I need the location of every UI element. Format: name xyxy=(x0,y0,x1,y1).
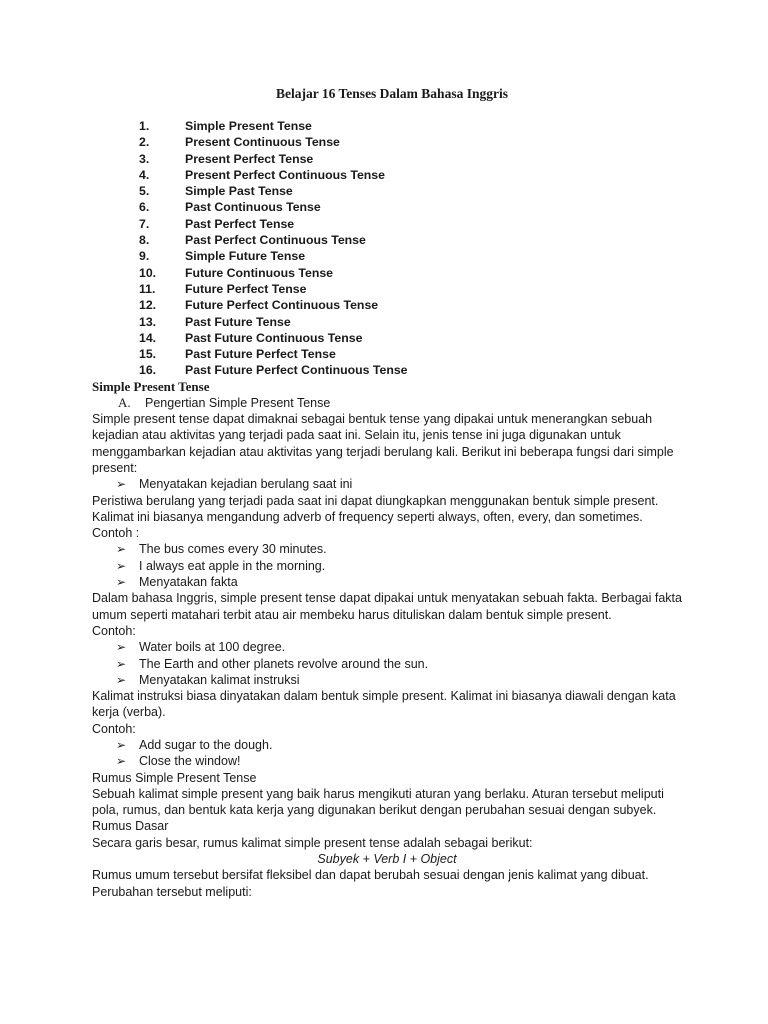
arrow-bullet-icon: ➢ xyxy=(116,737,127,752)
list-item xyxy=(92,346,682,362)
list-item-number: 3. xyxy=(139,151,150,166)
list-item xyxy=(92,297,682,313)
example-label: Contoh : xyxy=(92,526,140,541)
list-item xyxy=(92,248,682,264)
arrow-bullet-icon: ➢ xyxy=(116,477,127,492)
list-item xyxy=(92,265,682,281)
list-item xyxy=(92,639,682,655)
list-item-label: Future Continuous Tense xyxy=(185,265,334,280)
list-item xyxy=(92,753,682,769)
example-text: The Earth and other planets revolve around the sun. xyxy=(139,656,429,671)
example-text: I always eat apple in the morning. xyxy=(139,558,326,573)
list-item-label: Past Continuous Tense xyxy=(185,200,321,215)
list-item-number: 2. xyxy=(139,135,150,150)
list-item xyxy=(92,183,682,199)
example-label: Contoh: xyxy=(92,721,136,736)
function-heading: Menyatakan kalimat instruksi xyxy=(139,672,300,687)
list-item-number: 1. xyxy=(139,119,150,133)
arrow-bullet-icon: ➢ xyxy=(116,575,127,590)
function-heading: Menyatakan fakta xyxy=(139,575,238,590)
formula: Subyek + Verb I + Object xyxy=(317,852,457,867)
list-item xyxy=(92,672,682,688)
document-title: Belajar 16 Tenses Dalam Bahasa Inggris xyxy=(276,86,508,101)
list-item-number: 4. xyxy=(139,167,150,182)
list-item xyxy=(92,737,682,753)
rumus-heading: Rumus Simple Present Tense xyxy=(92,770,257,785)
section-title: Simple Present Tense xyxy=(92,378,210,394)
arrow-bullet-icon: ➢ xyxy=(116,656,127,671)
example-list xyxy=(92,541,682,590)
list-item-number: 13. xyxy=(139,314,157,329)
list-item xyxy=(92,314,682,330)
list-item xyxy=(92,118,682,134)
arrow-bullet-icon: ➢ xyxy=(116,640,127,655)
list-item xyxy=(92,216,682,232)
function-paragraph: Dalam bahasa Inggris, simple present tense dapat dipakai untuk menyatakan sebuah fakta. Berbagai fakta umum seperti matahari terbit atau air membeku harus dituliskan dalam bentuk simple present. xyxy=(92,591,682,622)
example-list xyxy=(92,737,682,770)
list-item-label: Simple Past Tense xyxy=(185,184,293,199)
intro-paragraph: Simple present tense dapat dimaknai sebagai bentuk tense yang dipakai untuk menerangkan sebuah kejadian atau aktivitas yang terjadi pada saat ini. Selain itu, jenis tense ini juga digunakan untuk menggambarkan kejadian atau aktivitas yang terjadi berulang kali. Berikut ini beberapa fungsi dari simple present: xyxy=(92,412,674,475)
list-item xyxy=(92,134,682,150)
list-item-label: Past Future Tense xyxy=(185,314,291,329)
list-item-number: 9. xyxy=(139,249,150,264)
list-item-label: Present Perfect Continuous Tense xyxy=(185,167,385,182)
example-label: Contoh: xyxy=(92,623,136,638)
function-heading-list xyxy=(92,476,682,492)
list-item-label: Simple Present Tense xyxy=(185,119,312,133)
arrow-bullet-icon: ➢ xyxy=(116,558,127,573)
arrow-bullet-icon: ➢ xyxy=(116,754,127,769)
arrow-bullet-icon: ➢ xyxy=(116,672,127,687)
list-item-label: Past Perfect Tense xyxy=(185,216,295,231)
document-page xyxy=(92,84,682,900)
example-text: Water boils at 100 degree. xyxy=(139,640,286,655)
list-item xyxy=(92,574,682,590)
list-item-label: Future Perfect Tense xyxy=(185,281,307,296)
list-item xyxy=(92,151,682,167)
list-item xyxy=(92,232,682,248)
list-item-label: Present Continuous Tense xyxy=(185,135,340,150)
list-item-label: Future Perfect Continuous Tense xyxy=(185,298,379,313)
tenses-list xyxy=(92,118,682,379)
list-item-number: 10. xyxy=(139,265,157,280)
list-item xyxy=(92,656,682,672)
rumus-dasar-paragraph: Secara garis besar, rumus kalimat simple present tense adalah sebagai berikut: xyxy=(92,835,533,850)
example-list xyxy=(92,639,682,688)
list-item-number: 11. xyxy=(139,281,156,296)
list-item xyxy=(92,330,682,346)
list-item-number: 16. xyxy=(139,363,157,378)
list-item-label: Present Perfect Tense xyxy=(185,151,314,166)
example-text: The bus comes every 30 minutes. xyxy=(139,542,327,557)
list-item-number: 5. xyxy=(139,184,150,199)
function-paragraph: Peristiwa berulang yang terjadi pada saat ini dapat diungkapkan menggunakan bentuk simple present. Kalimat ini biasanya mengandung adverb of frequency seperti always, often, every, dan sometimes. xyxy=(92,493,659,524)
rumus-paragraph: Sebuah kalimat simple present yang baik harus mengikuti aturan yang berlaku. Aturan tersebut meliputi pola, rumus, dan bentuk kata kerja yang digunakan berikut dengan perubahan sesuai dengan subyek. xyxy=(92,786,664,818)
subheading-letter: A. xyxy=(118,394,131,410)
list-item-label: Past Future Perfect Continuous Tense xyxy=(185,363,408,378)
list-item-number: 8. xyxy=(139,233,150,248)
function-heading: Menyatakan kejadian berulang saat ini xyxy=(139,477,353,492)
rumus-dasar-heading: Rumus Dasar xyxy=(92,819,169,834)
list-item-label: Past Perfect Continuous Tense xyxy=(185,233,366,248)
list-item-number: 14. xyxy=(139,330,157,345)
list-item xyxy=(92,281,682,297)
list-item xyxy=(92,362,682,378)
list-item-number: 12. xyxy=(139,298,157,313)
example-text: Close the window! xyxy=(139,754,241,769)
list-item-number: 6. xyxy=(139,200,150,215)
subheading-text: Pengertian Simple Present Tense xyxy=(145,395,331,410)
subheading xyxy=(92,395,682,411)
list-item xyxy=(92,476,682,492)
example-text: Add sugar to the dough. xyxy=(139,737,273,752)
list-item xyxy=(92,558,682,574)
list-item xyxy=(92,167,682,183)
arrow-bullet-icon: ➢ xyxy=(116,542,127,557)
list-item xyxy=(92,541,682,557)
list-item-number: 7. xyxy=(139,216,150,231)
function-paragraph: Kalimat instruksi biasa dinyatakan dalam bentuk simple present. Kalimat ini biasanya diawali dengan kata kerja (verba). xyxy=(92,689,676,720)
list-item xyxy=(92,199,682,215)
list-item-label: Simple Future Tense xyxy=(185,249,306,264)
list-item-label: Past Future Perfect Tense xyxy=(185,347,336,362)
list-item-number: 15. xyxy=(139,347,157,362)
closing-paragraph: Rumus umum tersebut bersifat fleksibel dan dapat berubah sesuai dengan jenis kalimat yang dibuat. Perubahan tersebut meliputi: xyxy=(92,868,649,899)
list-item-label: Past Future Continuous Tense xyxy=(185,330,363,345)
